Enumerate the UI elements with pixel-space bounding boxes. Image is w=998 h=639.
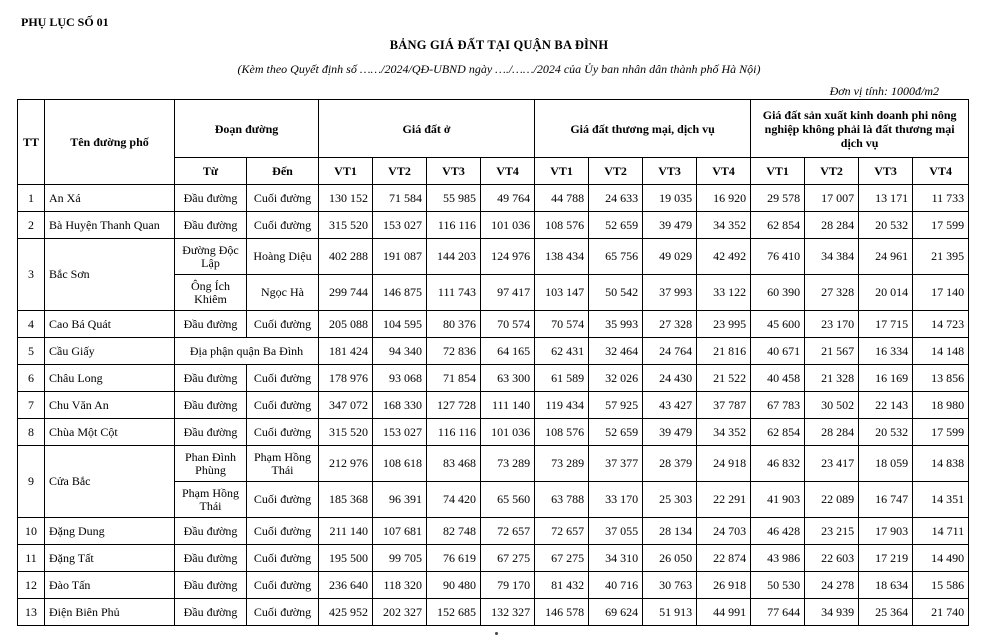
price-cell: 67 275 [481,545,535,572]
price-cell: 116 116 [427,212,481,239]
price-cell: 108 576 [535,419,589,446]
price-cell: 29 578 [751,185,805,212]
segment-from: Đầu đường [175,185,247,212]
price-cell: 21 522 [697,365,751,392]
price-cell: 49 764 [481,185,535,212]
row-number: 8 [18,419,45,446]
price-cell: 33 122 [697,275,751,311]
price-cell: 108 618 [373,446,427,482]
price-cell: 67 783 [751,392,805,419]
segment-from: Đầu đường [175,599,247,626]
header-residential: Giá đất ở [319,100,535,158]
price-cell: 14 723 [913,311,969,338]
unit-note: Đơn vị tính: 1000đ/m2 [829,84,939,98]
price-cell: 99 705 [373,545,427,572]
price-cell: 34 939 [805,599,859,626]
segment-to: Cuối đường [247,518,319,545]
table-row [18,599,969,626]
price-cell: 202 327 [373,599,427,626]
price-cell: 79 170 [481,572,535,599]
price-cell: 72 657 [481,518,535,545]
header-to: Đến [247,158,319,185]
row-number: 4 [18,311,45,338]
row-number: 9 [18,446,45,518]
price-cell: 40 716 [589,572,643,599]
street-name: Châu Long [45,365,175,392]
price-cell: 22 291 [697,482,751,518]
price-cell: 17 599 [913,212,969,239]
price-cell: 37 787 [697,392,751,419]
price-cell: 37 993 [643,275,697,311]
price-cell: 57 925 [589,392,643,419]
price-cell: 17 599 [913,419,969,446]
header-vt: VT4 [913,158,969,185]
price-cell: 14 838 [913,446,969,482]
segment-from: Đầu đường [175,572,247,599]
price-cell: 14 351 [913,482,969,518]
price-cell: 32 464 [589,338,643,365]
segment-from: Đầu đường [175,311,247,338]
street-name: Chùa Một Cột [45,419,175,446]
header-vt: VT1 [319,158,373,185]
header-vt: VT4 [697,158,751,185]
price-cell: 25 364 [859,599,913,626]
price-cell: 22 874 [697,545,751,572]
price-cell: 146 578 [535,599,589,626]
segment-to: Cuối đường [247,392,319,419]
segment-from: Ông Ích Khiêm [175,275,247,311]
row-number: 2 [18,212,45,239]
price-cell: 402 288 [319,239,373,275]
price-cell: 205 088 [319,311,373,338]
price-cell: 124 976 [481,239,535,275]
table-body [18,185,969,626]
segment-to: Ngọc Hà [247,275,319,311]
price-cell: 30 763 [643,572,697,599]
price-cell: 21 740 [913,599,969,626]
price-cell: 22 143 [859,392,913,419]
price-cell: 20 532 [859,419,913,446]
segment-from: Phạm Hồng Thái [175,482,247,518]
price-cell: 24 764 [643,338,697,365]
price-cell: 62 854 [751,212,805,239]
table-row [18,239,969,275]
price-cell: 111 743 [427,275,481,311]
price-cell: 41 903 [751,482,805,518]
price-cell: 71 854 [427,365,481,392]
price-cell: 132 327 [481,599,535,626]
price-cell: 14 711 [913,518,969,545]
price-cell: 315 520 [319,212,373,239]
price-cell: 22 089 [805,482,859,518]
price-cell: 103 147 [535,275,589,311]
price-cell: 50 542 [589,275,643,311]
price-cell: 17 140 [913,275,969,311]
price-cell: 32 026 [589,365,643,392]
segment-to: Cuối đường [247,365,319,392]
price-cell: 71 584 [373,185,427,212]
price-cell: 52 659 [589,212,643,239]
price-cell: 35 993 [589,311,643,338]
price-cell: 72 836 [427,338,481,365]
segment-to: Cuối đường [247,185,319,212]
price-cell: 73 289 [481,446,535,482]
price-cell: 153 027 [373,419,427,446]
price-cell: 39 479 [643,419,697,446]
street-name: Cửa Bắc [45,446,175,518]
street-name: An Xá [45,185,175,212]
price-cell: 178 976 [319,365,373,392]
price-cell: 61 589 [535,365,589,392]
price-cell: 76 410 [751,239,805,275]
price-cell: 11 733 [913,185,969,212]
price-cell: 97 417 [481,275,535,311]
price-cell: 24 961 [859,239,913,275]
price-cell: 347 072 [319,392,373,419]
price-cell: 17 219 [859,545,913,572]
price-cell: 236 640 [319,572,373,599]
price-cell: 118 320 [373,572,427,599]
price-cell: 17 903 [859,518,913,545]
price-cell: 24 278 [805,572,859,599]
price-cell: 104 595 [373,311,427,338]
price-cell: 80 376 [427,311,481,338]
price-cell: 17 715 [859,311,913,338]
header-from: Từ [175,158,247,185]
price-cell: 43 986 [751,545,805,572]
price-cell: 43 427 [643,392,697,419]
header-vt: VT2 [805,158,859,185]
header-vt: VT4 [481,158,535,185]
segment-from: Phan Đình Phùng [175,446,247,482]
document-subtitle: (Kèm theo Quyết định số ……/2024/QĐ-UBND ngày …./……/2024 của Ủy ban nhân dân thành phố Hà Nội) [237,62,761,76]
street-name: Đặng Dung [45,518,175,545]
price-cell: 107 681 [373,518,427,545]
price-cell: 67 275 [535,545,589,572]
row-number: 10 [18,518,45,545]
price-cell: 83 468 [427,446,481,482]
segment-to: Phạm Hồng Thái [247,446,319,482]
street-name: Điện Biên Phủ [45,599,175,626]
price-cell: 93 068 [373,365,427,392]
price-cell: 73 289 [535,446,589,482]
price-cell: 119 434 [535,392,589,419]
price-cell: 13 856 [913,365,969,392]
price-cell: 138 434 [535,239,589,275]
land-price-table [17,99,969,626]
price-cell: 21 816 [697,338,751,365]
table-row [18,212,969,239]
appendix-label: PHỤ LỤC SỐ 01 [21,15,109,29]
price-cell: 191 087 [373,239,427,275]
price-cell: 18 634 [859,572,913,599]
price-cell: 27 328 [805,275,859,311]
price-cell: 116 116 [427,419,481,446]
price-cell: 70 574 [535,311,589,338]
row-number: 7 [18,392,45,419]
price-cell: 152 685 [427,599,481,626]
price-cell: 94 340 [373,338,427,365]
price-cell: 34 352 [697,212,751,239]
header-tt: TT [18,100,45,185]
price-cell: 18 980 [913,392,969,419]
price-cell: 63 788 [535,482,589,518]
street-name: Đặng Tất [45,545,175,572]
price-cell: 181 424 [319,338,373,365]
price-cell: 212 976 [319,446,373,482]
price-cell: 24 430 [643,365,697,392]
price-cell: 40 671 [751,338,805,365]
price-cell: 18 059 [859,446,913,482]
price-cell: 23 995 [697,311,751,338]
price-cell: 26 918 [697,572,751,599]
header-vt: VT1 [535,158,589,185]
price-cell: 28 284 [805,212,859,239]
price-cell: 14 490 [913,545,969,572]
price-cell: 23 417 [805,446,859,482]
segment-range: Địa phận quận Ba Đình [175,338,319,365]
header-vt: VT2 [373,158,427,185]
price-cell: 19 035 [643,185,697,212]
row-number: 6 [18,365,45,392]
segment-from: Đầu đường [175,212,247,239]
row-number: 12 [18,572,45,599]
price-cell: 33 170 [589,482,643,518]
table-row [18,365,969,392]
segment-to: Hoàng Diệu [247,239,319,275]
price-cell: 65 756 [589,239,643,275]
header-production: Giá đất sản xuất kinh doanh phi nông nghiệp không phải là đất thương mại dịch vụ [751,100,969,158]
price-cell: 22 603 [805,545,859,572]
price-cell: 60 390 [751,275,805,311]
price-cell: 74 420 [427,482,481,518]
price-cell: 20 014 [859,275,913,311]
table-row [18,338,969,365]
price-cell: 40 458 [751,365,805,392]
price-cell: 50 530 [751,572,805,599]
row-number: 1 [18,185,45,212]
price-cell: 37 055 [589,518,643,545]
segment-to: Cuối đường [247,311,319,338]
price-cell: 299 744 [319,275,373,311]
table-row [18,572,969,599]
row-number: 3 [18,239,45,311]
price-cell: 16 747 [859,482,913,518]
segment-from: Đường Độc Lập [175,239,247,275]
price-cell: 63 300 [481,365,535,392]
street-name: Chu Văn An [45,392,175,419]
price-cell: 211 140 [319,518,373,545]
price-cell: 185 368 [319,482,373,518]
price-cell: 64 165 [481,338,535,365]
street-name: Bắc Sơn [45,239,175,311]
price-cell: 52 659 [589,419,643,446]
price-cell: 17 007 [805,185,859,212]
price-cell: 28 284 [805,419,859,446]
header-commercial: Giá đất thương mại, dịch vụ [535,100,751,158]
price-cell: 108 576 [535,212,589,239]
row-number: 13 [18,599,45,626]
price-cell: 16 920 [697,185,751,212]
table-row [18,392,969,419]
price-cell: 28 134 [643,518,697,545]
price-cell: 34 352 [697,419,751,446]
price-cell: 315 520 [319,419,373,446]
price-cell: 28 379 [643,446,697,482]
price-cell: 77 644 [751,599,805,626]
segment-to: Cuối đường [247,572,319,599]
price-cell: 70 574 [481,311,535,338]
price-cell: 27 328 [643,311,697,338]
price-cell: 44 991 [697,599,751,626]
price-cell: 13 171 [859,185,913,212]
price-cell: 55 985 [427,185,481,212]
segment-from: Đầu đường [175,419,247,446]
price-cell: 37 377 [589,446,643,482]
price-cell: 24 918 [697,446,751,482]
price-cell: 45 600 [751,311,805,338]
price-cell: 42 492 [697,239,751,275]
price-cell: 44 788 [535,185,589,212]
price-cell: 62 431 [535,338,589,365]
price-cell: 65 560 [481,482,535,518]
street-name: Cao Bá Quát [45,311,175,338]
price-cell: 195 500 [319,545,373,572]
table-row [18,518,969,545]
price-cell: 15 586 [913,572,969,599]
table-row [18,419,969,446]
header-vt: VT1 [751,158,805,185]
page-mark [495,632,498,635]
price-cell: 90 480 [427,572,481,599]
table-row [18,311,969,338]
price-cell: 30 502 [805,392,859,419]
row-number: 5 [18,338,45,365]
table-row [18,446,969,482]
price-cell: 62 854 [751,419,805,446]
price-cell: 72 657 [535,518,589,545]
price-cell: 101 036 [481,212,535,239]
price-cell: 23 170 [805,311,859,338]
price-cell: 69 624 [589,599,643,626]
header-street: Tên đường phố [45,100,175,185]
segment-from: Đầu đường [175,365,247,392]
street-name: Đào Tấn [45,572,175,599]
price-cell: 51 913 [643,599,697,626]
price-cell: 153 027 [373,212,427,239]
price-cell: 46 428 [751,518,805,545]
segment-to: Cuối đường [247,545,319,572]
price-cell: 96 391 [373,482,427,518]
street-name: Cầu Giấy [45,338,175,365]
header-vt: VT3 [859,158,913,185]
price-cell: 16 334 [859,338,913,365]
segment-to: Cuối đường [247,599,319,626]
price-cell: 24 703 [697,518,751,545]
price-cell: 25 303 [643,482,697,518]
price-cell: 23 215 [805,518,859,545]
price-cell: 111 140 [481,392,535,419]
header-vt: VT3 [643,158,697,185]
price-cell: 130 152 [319,185,373,212]
price-cell: 101 036 [481,419,535,446]
street-name: Bà Huyện Thanh Quan [45,212,175,239]
price-cell: 20 532 [859,212,913,239]
price-cell: 26 050 [643,545,697,572]
price-cell: 21 328 [805,365,859,392]
price-cell: 14 148 [913,338,969,365]
segment-to: Cuối đường [247,482,319,518]
price-cell: 49 029 [643,239,697,275]
price-cell: 76 619 [427,545,481,572]
price-cell: 168 330 [373,392,427,419]
price-cell: 146 875 [373,275,427,311]
segment-from: Đầu đường [175,545,247,572]
price-cell: 21 567 [805,338,859,365]
document-title: BẢNG GIÁ ĐẤT TẠI QUẬN BA ĐÌNH [389,38,609,52]
price-cell: 127 728 [427,392,481,419]
segment-to: Cuối đường [247,212,319,239]
segment-from: Đầu đường [175,518,247,545]
price-cell: 81 432 [535,572,589,599]
price-cell: 425 952 [319,599,373,626]
price-cell: 24 633 [589,185,643,212]
price-cell: 46 832 [751,446,805,482]
price-cell: 144 203 [427,239,481,275]
price-cell: 39 479 [643,212,697,239]
header-segment: Đoạn đường [175,100,319,158]
segment-to: Cuối đường [247,419,319,446]
table-row [18,185,969,212]
header-vt: VT2 [589,158,643,185]
row-number: 11 [18,545,45,572]
header-vt: VT3 [427,158,481,185]
table-row [18,545,969,572]
price-cell: 16 169 [859,365,913,392]
price-cell: 82 748 [427,518,481,545]
price-cell: 34 310 [589,545,643,572]
price-cell: 34 384 [805,239,859,275]
price-cell: 21 395 [913,239,969,275]
segment-from: Đầu đường [175,392,247,419]
